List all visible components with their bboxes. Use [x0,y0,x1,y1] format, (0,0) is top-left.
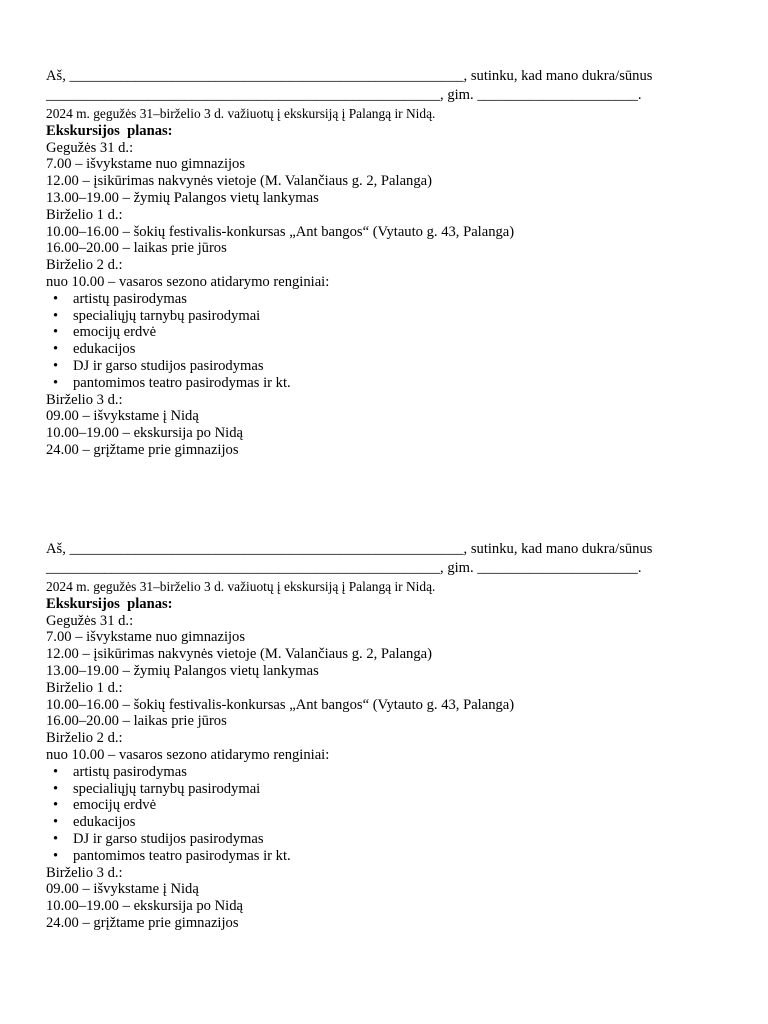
bullet-icon: • [53,797,59,814]
list-item-text: specialiųjų tarnybų pasirodymai [73,780,261,797]
list-item [46,781,736,798]
list-item [46,375,736,392]
day2-item: 10.00–16.00 – šokių festivalis-konkursas „Ant bangos“ (Vytauto g. 43, Palanga) [46,223,515,240]
day3-bullet-list [46,764,736,865]
consent-line-1: Aš, ______________________________________________________, sutinku, kad mano dukra/sūnus [46,541,653,557]
day3-heading: Birželio 2 d.: [46,730,123,747]
day3-bullet-list [46,291,736,392]
list-item [46,341,736,358]
list-item [46,764,736,781]
day1-item: 7.00 – išvykstame nuo gimnazijos [46,629,246,646]
list-item-text: specialiųjų tarnybų pasirodymai [73,307,261,324]
day1-heading: Gegužės 31 d.: [46,612,134,629]
day2-heading: Birželio 1 d.: [46,206,123,223]
bullet-icon: • [53,830,59,847]
trip-line: 2024 m. gegužės 31–birželio 3 d. važiuotų į ekskursiją į Palangą ir Nidą. [46,106,436,121]
consent-form-copy-2 [46,541,736,932]
day4-item: 10.00–19.00 – ekskursija po Nidą [46,898,243,915]
day1-item: 13.00–19.00 – žymių Palangos vietų lankymas [46,662,319,679]
bullet-icon: • [53,374,59,391]
bullet-icon: • [53,780,59,797]
day4-item: 24.00 – grįžtame prie gimnazijos [46,441,239,458]
consent-line-2: ______________________________________________________, gim. ______________________. [46,560,642,576]
list-item-text: pantomimos teatro pasirodymas ir kt. [73,847,291,864]
list-item [46,291,736,308]
list-item [46,814,736,831]
consent-line-2: ______________________________________________________, gim. ______________________. [46,87,642,103]
list-item-text: DJ ir garso studijos pasirodymas [73,830,264,847]
bullet-icon: • [53,763,59,780]
day1-item: 12.00 – įsikūrimas nakvynės vietoje (M. Valančiaus g. 2, Palanga) [46,173,432,190]
day3-intro: nuo 10.00 – vasaros sezono atidarymo renginiai: [46,746,330,763]
day2-item: 16.00–20.00 – laikas prie jūros [46,240,227,257]
day4-heading: Birželio 3 d.: [46,864,123,881]
list-item-text: artistų pasirodymas [73,290,187,307]
bullet-icon: • [53,847,59,864]
bullet-icon: • [53,341,59,358]
bullet-icon: • [53,814,59,831]
day1-heading: Gegužės 31 d.: [46,139,134,156]
bullet-icon: • [53,324,59,341]
list-item-text: emocijų erdvė [73,324,157,341]
list-item-text: edukacijos [73,341,136,358]
bullet-icon: • [53,357,59,374]
consent-form-copy-1 [46,68,736,459]
day2-item: 10.00–16.00 – šokių festivalis-konkursas „Ant bangos“ (Vytauto g. 43, Palanga) [46,696,515,713]
day1-item: 12.00 – įsikūrimas nakvynės vietoje (M. Valančiaus g. 2, Palanga) [46,646,432,663]
trip-line: 2024 m. gegužės 31–birželio 3 d. važiuotų į ekskursiją į Palangą ir Nidą. [46,579,436,594]
day3-heading: Birželio 2 d.: [46,257,123,274]
day4-heading: Birželio 3 d.: [46,391,123,408]
list-item [46,308,736,325]
list-item-text: edukacijos [73,814,136,831]
plan-heading: Ekskursijos planas: [46,595,173,612]
list-item-text: emocijų erdvė [73,797,157,814]
day1-item: 13.00–19.00 – žymių Palangos vietų lankymas [46,189,319,206]
list-item-text: DJ ir garso studijos pasirodymas [73,357,264,374]
day2-item: 16.00–20.00 – laikas prie jūros [46,713,227,730]
day4-item: 24.00 – grįžtame prie gimnazijos [46,914,239,931]
list-item-text: pantomimos teatro pasirodymas ir kt. [73,374,291,391]
bullet-icon: • [53,307,59,324]
day4-item: 09.00 – išvykstame į Nidą [46,881,199,898]
day1-item: 7.00 – išvykstame nuo gimnazijos [46,156,246,173]
list-item [46,831,736,848]
day4-item: 09.00 – išvykstame į Nidą [46,408,199,425]
list-item [46,848,736,865]
list-item [46,358,736,375]
day3-intro: nuo 10.00 – vasaros sezono atidarymo renginiai: [46,273,330,290]
list-item [46,324,736,341]
day4-item: 10.00–19.00 – ekskursija po Nidą [46,425,243,442]
list-item [46,797,736,814]
consent-line-1: Aš, ______________________________________________________, sutinku, kad mano dukra/sūnus [46,68,653,84]
plan-heading: Ekskursijos planas: [46,122,173,139]
list-item-text: artistų pasirodymas [73,763,187,780]
day2-heading: Birželio 1 d.: [46,679,123,696]
bullet-icon: • [53,290,59,307]
